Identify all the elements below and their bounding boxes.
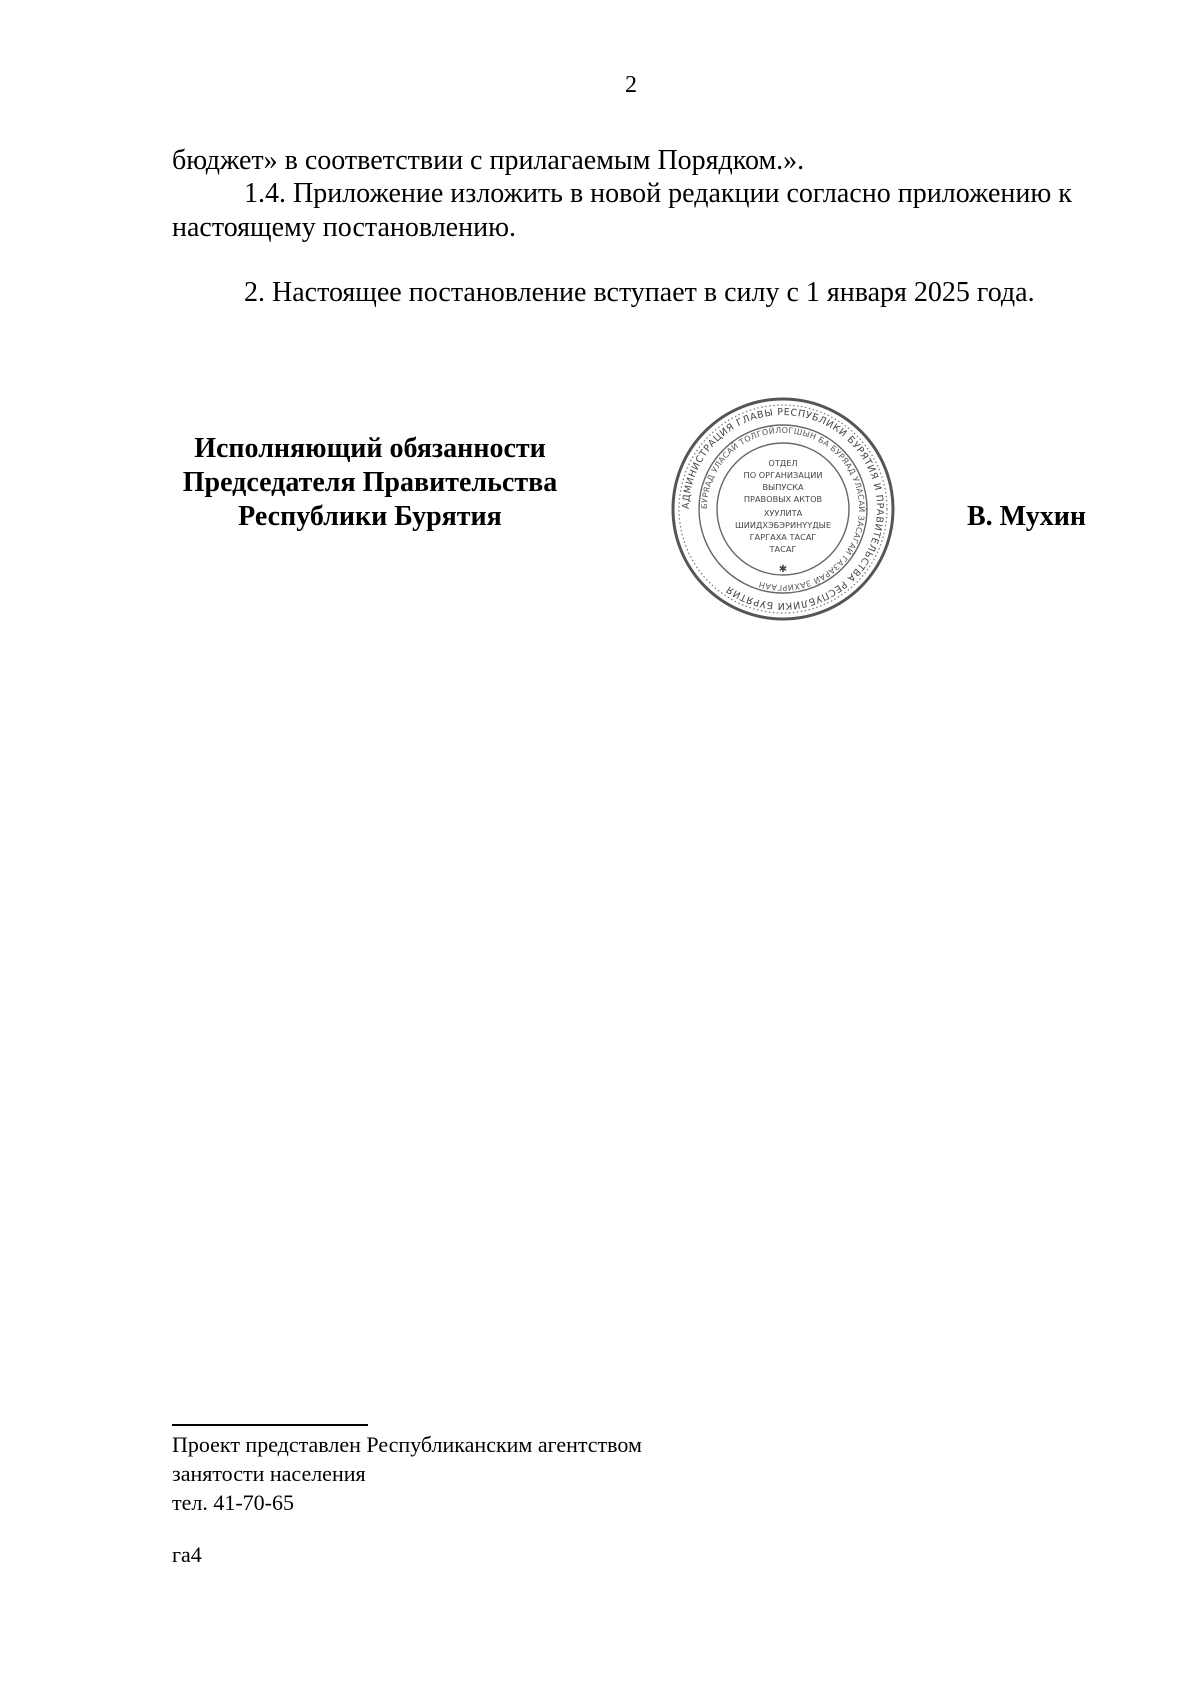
signer-name: В. Мухин — [967, 501, 1086, 532]
signature-title-line-1: Исполняющий обязанности — [194, 433, 546, 464]
seal-star-icon: ✱ — [778, 564, 788, 575]
footnote-line-1: Проект представлен Республиканским агентством — [172, 1432, 642, 1457]
seal-center-line-4: ПРАВОВЫХ АКТОВ — [743, 494, 823, 504]
signature-title-line-2: Председателя Правительства — [182, 467, 558, 498]
seal-center-line-2: ПО ОРГАНИЗАЦИИ — [743, 470, 823, 480]
paragraph-budget-order: бюджет» в соответствии с прилагаемым Порядком.». — [172, 145, 805, 176]
footnote-divider — [172, 1424, 368, 1426]
page-number: 2 — [625, 72, 637, 98]
footnote-phone: тел. 41-70-65 — [172, 1490, 295, 1515]
seal-center-line-3: ВЫПУСКА — [762, 482, 804, 492]
document-code: га4 — [172, 1542, 202, 1567]
seal-center-line-5: ХУУЛИТА — [763, 508, 803, 518]
seal-center-line-7: ГАРГАХА ТАСАГ — [749, 532, 817, 542]
signature-title-line-3: Республики Бурятия — [238, 501, 502, 532]
footnote-line-2: занятости населения — [172, 1461, 366, 1486]
seal-center-line-8: ТАСАГ — [769, 544, 797, 554]
seal-center-line-1: ОТДЕЛ — [768, 458, 798, 468]
seal-center-line-6: ШИИДХЭБЭРИНҮҮДЫЕ — [734, 520, 832, 530]
seal-outer-text: АДМИНИСТРАЦИЯ ГЛАВЫ РЕСПУБЛИКИ БУРЯТИЯ И ПРАВИТЕЛЬСТВА РЕСПУБЛИКИ БУРЯТИЯ — [680, 406, 886, 612]
seal-inner-ring-text: БУРЯАД УЛАСАЙ ТОЛГОЙЛОГШЫН БА БУРЯАД УЛАСАЙ ЗАСАГАЙ ГАЗАРАЙ ЗАХИРГААН — [699, 425, 867, 593]
official-seal-stamp — [670, 396, 896, 622]
paragraph-appendix: 1.4. Приложение изложить в новой редакции согласно приложению к настоящему постановлению. — [172, 178, 1072, 243]
paragraph-effective-date: 2. Настоящее постановление вступает в силу с 1 января 2025 года. — [244, 277, 1035, 308]
footnote-block — [172, 1430, 872, 1517]
signature-title-block — [170, 432, 570, 534]
